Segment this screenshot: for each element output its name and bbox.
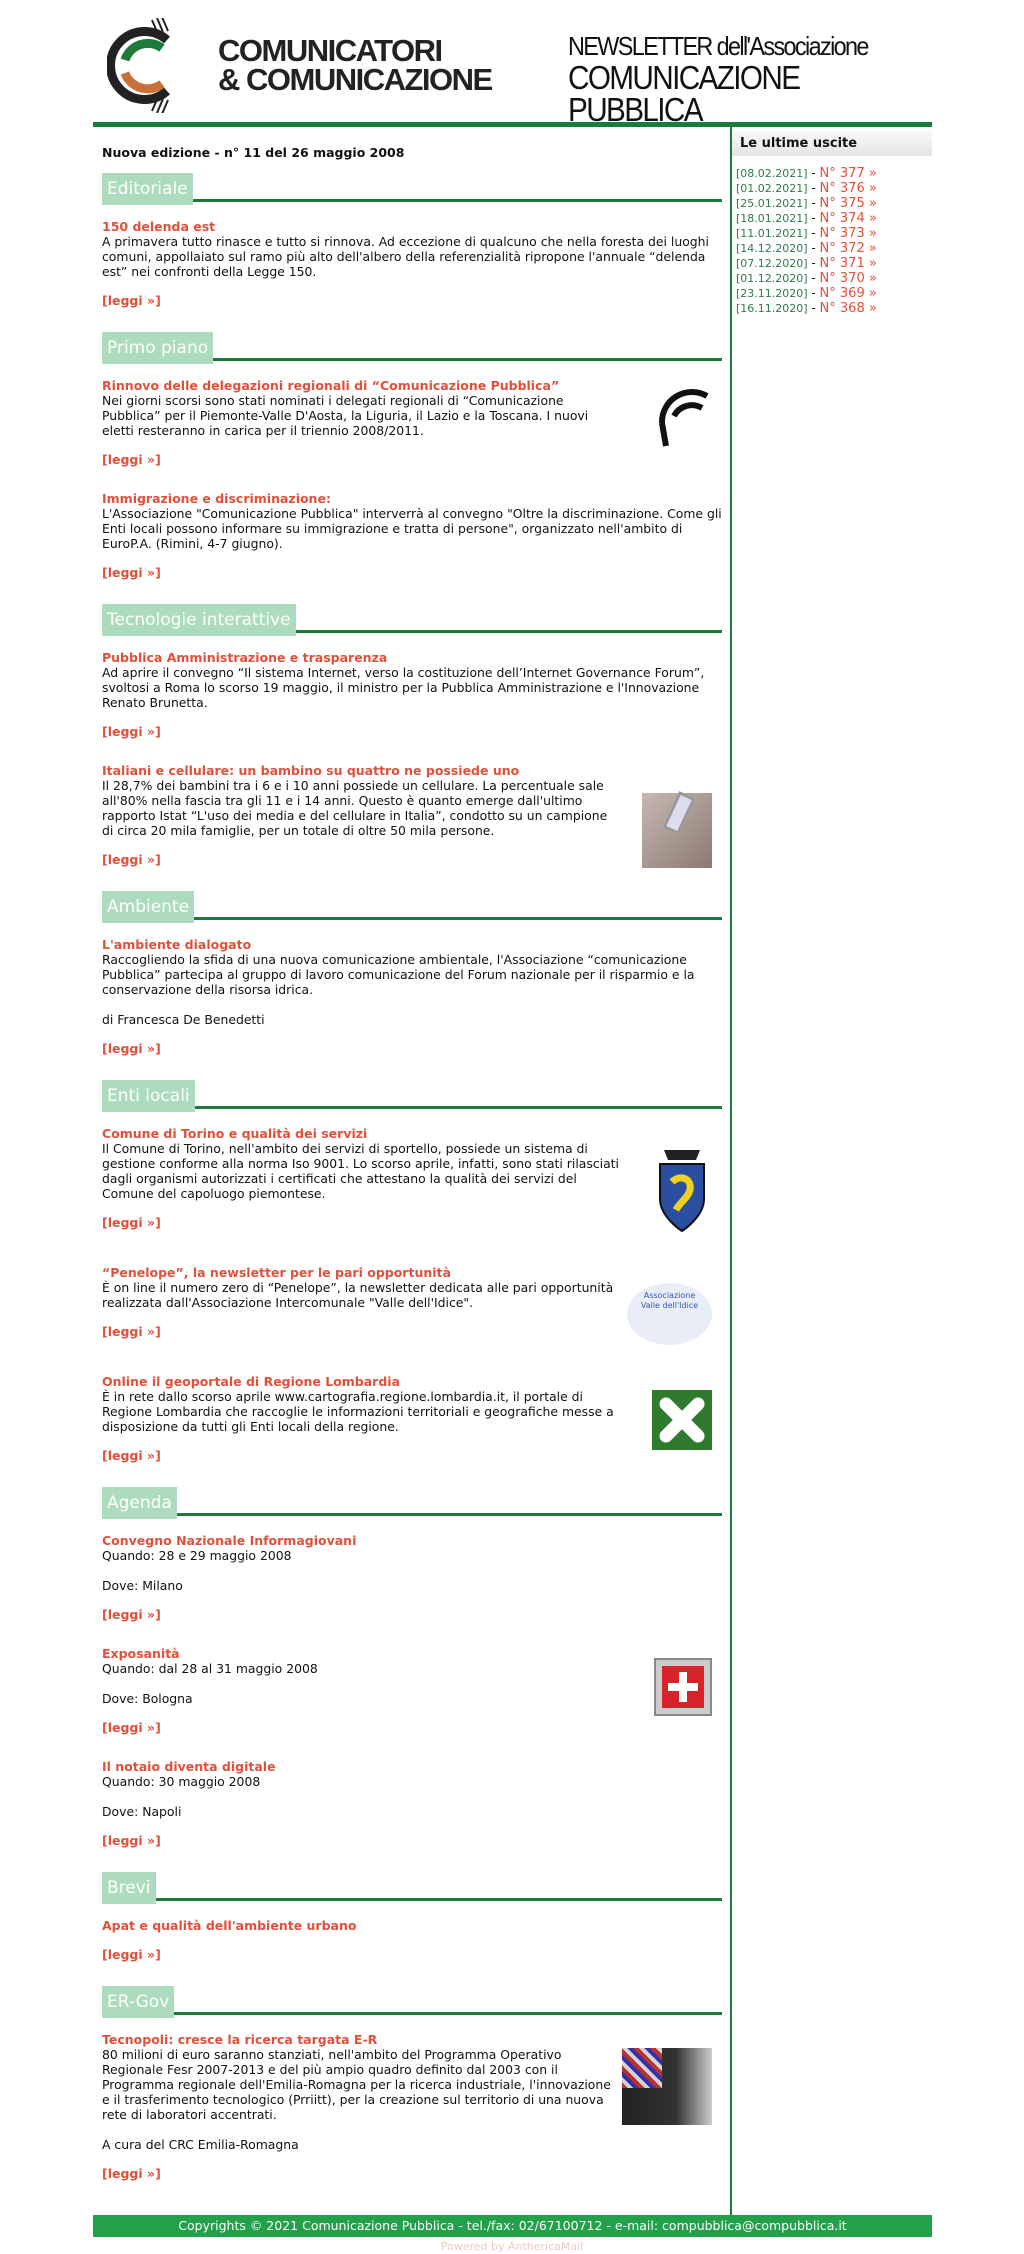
issue-number[interactable]: N° 375 » xyxy=(819,196,877,211)
article-note: di Francesca De Benedetti xyxy=(102,1012,265,1027)
issue-date: [14.12.2020] xyxy=(736,242,808,255)
article-title[interactable]: Pubblica Amministrazione e trasparenza xyxy=(102,650,388,665)
issue-date: [08.02.2021] xyxy=(736,167,808,180)
laboratory-photo xyxy=(622,2048,712,2125)
issue-number[interactable]: N° 374 » xyxy=(819,211,877,226)
issue-link[interactable]: [01.12.2020] - N° 370 » xyxy=(736,271,877,286)
read-more-link[interactable]: [leggi »] xyxy=(102,565,161,580)
issue-number[interactable]: N° 371 » xyxy=(819,256,877,271)
read-more-link[interactable]: [leggi »] xyxy=(102,852,161,867)
content-area xyxy=(93,127,932,2215)
brand-line-2: & COMUNICAZIONE xyxy=(218,62,492,97)
article xyxy=(102,1646,722,1735)
article-title[interactable]: 150 delenda est xyxy=(102,219,216,234)
article xyxy=(102,491,722,580)
article-body: Quando: dal 28 al 31 maggio 2008 xyxy=(102,1661,318,1676)
section-title: Agenda xyxy=(102,1487,177,1519)
issue-number[interactable]: N° 377 » xyxy=(819,166,877,181)
torino-coat-of-arms-icon xyxy=(652,1142,712,1240)
issue-link[interactable]: [07.12.2020] - N° 371 » xyxy=(736,256,877,271)
read-more-link[interactable]: [leggi »] xyxy=(102,452,161,467)
article-body: Nei giorni scorsi sono stati nominati i delegati regionali di “Comunicazione Pubblica” per il Piemonte-Valle D'Aosta, la Liguria, il Lazio e la Toscana. I nuovi eletti resteranno in carica per il triennio 2008/2011. xyxy=(102,393,589,438)
issue-date: [23.11.2020] xyxy=(736,287,808,300)
header xyxy=(93,0,932,128)
article-body: Il Comune di Torino, nell'ambito dei servizi di sportello, possiede un sistema di gestione conforme alla norma Iso 9001. Lo scorso aprile, infatti, sono stati rilasciati dagli organismi autorizzati i certificati che attestano la qualità dei servizi del Comune del capoluogo piemontese. xyxy=(102,1141,619,1201)
issue-link[interactable]: [18.01.2021] - N° 374 » xyxy=(736,211,877,226)
section-header xyxy=(102,891,722,923)
issue-date: [18.01.2021] xyxy=(736,212,808,225)
article-title[interactable]: L'ambiente dialogato xyxy=(102,937,252,952)
sidebar-title: Le ultime uscite xyxy=(732,130,932,156)
article xyxy=(102,650,722,739)
read-more-link[interactable]: [leggi »] xyxy=(102,1833,161,1848)
read-more-link[interactable]: [leggi »] xyxy=(102,1720,161,1735)
article-title[interactable]: Online il geoportale di Regione Lombardia xyxy=(102,1374,401,1389)
article-title[interactable]: Il notaio diventa digitale xyxy=(102,1759,276,1774)
read-more-link[interactable]: [leggi »] xyxy=(102,1607,161,1622)
logo-icon xyxy=(107,18,182,113)
article-title[interactable]: Apat e qualità dell'ambiente urbano xyxy=(102,1918,357,1933)
issue-link[interactable]: [23.11.2020] - N° 369 » xyxy=(736,286,877,301)
read-more-link[interactable]: [leggi »] xyxy=(102,1324,161,1339)
article-title[interactable]: Convegno Nazionale Informagiovani xyxy=(102,1533,357,1548)
article xyxy=(102,937,722,1056)
issue-link[interactable]: [08.02.2021] - N° 377 » xyxy=(736,166,877,181)
section-title: Tecnologie interattive xyxy=(102,604,296,636)
section-rule xyxy=(296,630,722,633)
issue-number[interactable]: N° 370 » xyxy=(819,271,877,286)
issue-number[interactable]: N° 373 » xyxy=(819,226,877,241)
issue-list xyxy=(732,166,932,316)
issue-date: [01.12.2020] xyxy=(736,272,808,285)
brand-title xyxy=(218,33,492,97)
section-rule xyxy=(213,358,722,361)
article-title[interactable]: Immigrazione e discriminazione: xyxy=(102,491,331,506)
newsletter-line-2: COMUNICAZIONE PUBBLICA xyxy=(568,59,800,128)
issue-date: [01.02.2021] xyxy=(736,182,808,195)
section-rule xyxy=(194,917,722,920)
article-body: Raccogliendo la sfida di una nuova comunicazione ambientale, l'Associazione “comunicazione Pubblica” partecipa al gruppo di lavoro comunicazione del Forum nazionale per il risparmio e la conservazione della risorsa idrica. xyxy=(102,952,695,997)
section-rule xyxy=(156,1898,722,1901)
section-title: Editoriale xyxy=(102,173,193,205)
article-body: 80 milioni di euro saranno stanziati, nell'ambito del Programma Operativo Regionale Fesr 2007-2013 e del più ampio quadro definito dal 2003 con il Programma regionale dell'Emilia-Romagna per la ricerca industriale, l'innovazione e il trasferimento tecnologico (Prriitt), per la creazione sul territorio di una nuova rete di laboratori accentrati. xyxy=(102,2047,611,2122)
article-body: Ad aprire il convegno “Il sistema Internet, verso la costituzione dell’Internet Governance Forum”, svoltosi a Roma lo scorso 19 maggio, il ministro per la Pubblica Amministrazione e l'Innovazione Renato Brunetta. xyxy=(102,665,705,710)
read-more-link[interactable]: [leggi »] xyxy=(102,1041,161,1056)
section-title: Brevi xyxy=(102,1872,156,1904)
section-title: ER-Gov xyxy=(102,1986,174,2018)
sidebar xyxy=(730,127,932,2215)
red-cross-icon xyxy=(654,1658,712,1719)
footer: Copyrights © 2021 Comunicazione Pubblica - tel./fax: 02/67100712 - e-mail: compubblica@compubblica.it xyxy=(93,2215,932,2237)
issue-link[interactable]: [14.12.2020] - N° 372 » xyxy=(736,241,877,256)
article xyxy=(102,1265,722,1350)
sections xyxy=(102,173,722,2181)
article-body: Quando: 28 e 29 maggio 2008 xyxy=(102,1548,292,1563)
article-body: È in rete dallo scorso aprile www.cartografia.regione.lombardia.it, il portale di Regione Lombardia che raccoglie le informazioni territoriali e geografiche messe a disposizione da tutti gli Enti locali della regione. xyxy=(102,1389,614,1434)
article-body: Quando: 30 maggio 2008 xyxy=(102,1774,261,1789)
article-title[interactable]: Rinnovo delle delegazioni regionali di “Comunicazione Pubblica” xyxy=(102,378,560,393)
article-body: A primavera tutto rinasce e tutto si rinnova. Ad eccezione di qualcuno che nella foresta dei luoghi comuni, appollaiato sul ramo più alto dell'albero della referenzialità ripropone l'annuale “delenda est” nei confronti della Legge 150. xyxy=(102,234,709,279)
section-rule xyxy=(193,199,722,202)
article-body: L'Associazione "Comunicazione Pubblica" interverrà al convegno "Oltre la discriminazione. Come gli Enti locali possono informare su immigrazione e tratta di persone", organizzato nell'ambito di EuroP.A. (Rimini, 4-7 giugno). xyxy=(102,506,722,551)
article-title[interactable]: “Penelope”, la newsletter per le pari opportunità xyxy=(102,1265,451,1280)
article-note: A cura del CRC Emilia-Romagna xyxy=(102,2137,299,2152)
article-title[interactable]: Italiani e cellulare: un bambino su quattro ne possiede uno xyxy=(102,763,520,778)
section-title: Ambiente xyxy=(102,891,194,923)
read-more-link[interactable]: [leggi »] xyxy=(102,1448,161,1463)
section-title: Enti locali xyxy=(102,1080,195,1112)
section-rule xyxy=(177,1513,722,1516)
article xyxy=(102,378,722,467)
edition-title: Nuova edizione - n° 11 del 26 maggio 2008 xyxy=(102,145,405,160)
section-title: Primo piano xyxy=(102,332,213,364)
valle-idice-logo: Associazione Valle dell'Idice xyxy=(627,1283,712,1345)
section-header xyxy=(102,604,722,636)
section-rule xyxy=(174,2012,722,2015)
read-more-link[interactable]: [leggi »] xyxy=(102,293,161,308)
section-header xyxy=(102,173,722,205)
issue-link[interactable]: [11.01.2021] - N° 373 » xyxy=(736,226,877,241)
article-title[interactable]: Comune di Torino e qualità dei servizi xyxy=(102,1126,368,1141)
article-body: Il 28,7% dei bambini tra i 6 e i 10 anni possiede un cellulare. La percentuale sale all'80% nella fascia tra gli 11 e i 14 anni. Questo è quanto emerge dall'ultimo rapporto Istat “L'uso dei media e del cellulare in Italia”, condotto su un campione di circa 20 mila famiglie, per un totale di oltre 50 mila persone. xyxy=(102,778,608,838)
section-header xyxy=(102,1872,722,1904)
section-header xyxy=(102,1986,722,2018)
issue-number[interactable]: N° 376 » xyxy=(819,181,877,196)
read-more-link[interactable]: [leggi »] xyxy=(102,2166,161,2181)
issue-date: [16.11.2020] xyxy=(736,302,808,315)
issue-number[interactable]: N° 369 » xyxy=(819,286,877,301)
article xyxy=(102,1918,722,1962)
section-rule xyxy=(195,1106,722,1109)
issue-date: [25.01.2021] xyxy=(736,197,808,210)
article-note: Dove: Napoli xyxy=(102,1804,182,1819)
article xyxy=(102,1533,722,1622)
issue-number[interactable]: N° 372 » xyxy=(819,241,877,256)
issue-link[interactable]: [01.02.2021] - N° 376 » xyxy=(736,181,877,196)
newsletter-line-1: NEWSLETTER dell'Associazione xyxy=(568,31,868,61)
article-note: Dove: Milano xyxy=(102,1578,183,1593)
issue-link[interactable]: [16.11.2020] - N° 368 » xyxy=(736,301,877,316)
section-header xyxy=(102,1487,722,1519)
article-title[interactable]: Exposanità xyxy=(102,1646,180,1661)
section-header xyxy=(102,1080,722,1112)
issue-link[interactable]: [25.01.2021] - N° 375 » xyxy=(736,196,877,211)
article xyxy=(102,1374,722,1463)
issue-number[interactable]: N° 368 » xyxy=(819,301,877,316)
read-more-link[interactable]: [leggi »] xyxy=(102,724,161,739)
powered-by[interactable]: Powered by AnthericaMail xyxy=(440,2240,584,2253)
article xyxy=(102,219,722,308)
main-content xyxy=(93,127,730,2215)
issue-date: [07.12.2020] xyxy=(736,257,808,270)
read-more-link[interactable]: [leggi »] xyxy=(102,1947,161,1962)
mobile-phone-photo xyxy=(642,781,712,868)
article xyxy=(102,763,722,867)
article-body: È on line il numero zero di “Penelope”, la newsletter dedicata alle pari opportunità realizzata dall'Associazione Intercomunale "Valle dell'Idice". xyxy=(102,1280,614,1310)
section-header xyxy=(102,332,722,364)
lombardia-logo-icon xyxy=(652,1390,712,1453)
article-note: Dove: Bologna xyxy=(102,1691,193,1706)
brand-line-1: COMUNICATORI xyxy=(218,33,442,68)
article xyxy=(102,2032,722,2181)
article xyxy=(102,1126,722,1241)
read-more-link[interactable]: [leggi »] xyxy=(102,1215,161,1230)
issue-date: [11.01.2021] xyxy=(736,227,808,240)
newsletter-title xyxy=(568,30,896,126)
article xyxy=(102,1759,722,1848)
article-title[interactable]: Tecnopoli: cresce la ricerca targata E-R xyxy=(102,2032,378,2047)
